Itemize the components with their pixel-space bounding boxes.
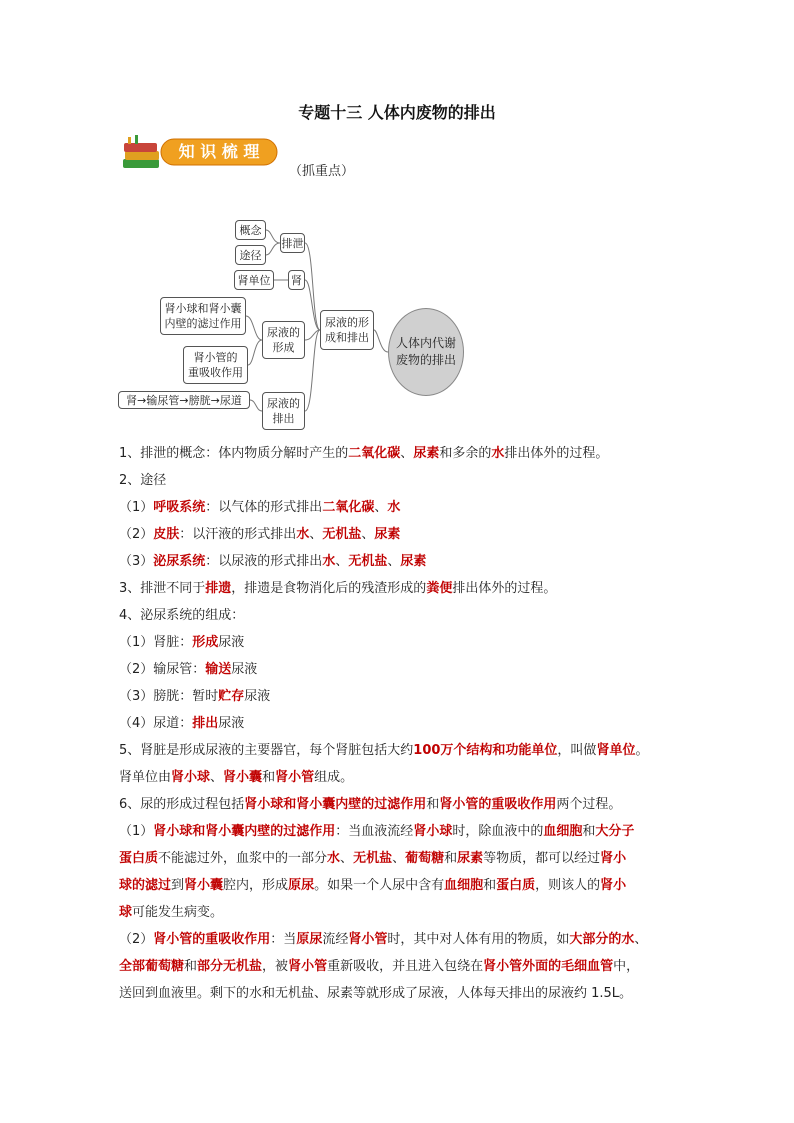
text-segment: 。 xyxy=(635,743,649,758)
text-segment: （1） xyxy=(119,500,154,515)
text-segment: 、 xyxy=(634,932,648,947)
text-line xyxy=(119,521,679,548)
text-line xyxy=(119,629,679,656)
mindmap-node-urine-formation-line1: 尿液的 xyxy=(267,326,300,339)
notes-body xyxy=(119,440,679,1007)
mindmap-node-kidney: 肾 xyxy=(288,270,305,290)
text-segment: 和 xyxy=(483,878,497,893)
keyword: 水 xyxy=(296,527,310,542)
keyword: 原尿 xyxy=(288,878,315,893)
text-segment: 和多余的 xyxy=(439,446,492,461)
text-segment: 5、肾脏是形成尿液的主要器官，每个肾脏包括大约 xyxy=(119,743,414,758)
text-segment: 和 xyxy=(262,770,276,785)
text-segment: 、 xyxy=(387,554,401,569)
text-segment: （2） xyxy=(119,527,154,542)
keyword: 肾小囊 xyxy=(184,878,224,893)
keyword: 水 xyxy=(322,554,336,569)
keyword: 全部葡萄糖 xyxy=(119,959,185,974)
keyword: 泌尿系统 xyxy=(153,554,206,569)
keyword: 蛋白质 xyxy=(496,878,536,893)
mindmap-leaf-filtration-line1: 肾小球和肾小囊 xyxy=(164,302,242,315)
text-segment: （1） xyxy=(119,824,154,839)
keyword: 水 xyxy=(491,446,505,461)
text-segment: 。如果一个人尿中含有 xyxy=(314,878,445,893)
mindmap-leaf-reabsorption-line1: 肾小管的 xyxy=(193,351,238,364)
text-line xyxy=(119,791,679,818)
mindmap-hub-line2: 成和排出 xyxy=(325,331,369,344)
text-segment: 、 xyxy=(361,527,375,542)
text-segment: 尿液 xyxy=(244,689,271,704)
keyword: 无机盐 xyxy=(348,554,388,569)
keyword: 大部分的水 xyxy=(569,932,635,947)
text-segment: 两个过程。 xyxy=(556,797,622,812)
keyword: 形成 xyxy=(192,635,219,650)
text-segment: 和 xyxy=(582,824,596,839)
text-segment: （4）尿道： xyxy=(119,716,193,731)
keyword: 尿素 xyxy=(374,527,401,542)
text-segment: 不能滤过外，血浆中的一部分 xyxy=(158,851,328,866)
text-line xyxy=(119,818,679,845)
text-segment: 、 xyxy=(210,770,224,785)
mindmap-node-urine-discharge-line1: 尿液的 xyxy=(267,397,300,410)
keyword: 肾小囊 xyxy=(223,770,263,785)
keyword: 无机盐 xyxy=(322,527,362,542)
keyword: 肾小管 xyxy=(275,770,315,785)
text-segment: （3）膀胱：暂时 xyxy=(119,689,219,704)
text-line xyxy=(119,872,679,899)
text-segment: （2） xyxy=(119,932,154,947)
text-segment: ：以尿液的形式排出 xyxy=(205,554,323,569)
mindmap-leaf-route: 途径 xyxy=(235,245,266,265)
keyword: 尿素 xyxy=(457,851,484,866)
text-line xyxy=(119,440,679,467)
text-segment: 、 xyxy=(374,500,388,515)
mindmap-leaf-filtration-line2: 内壁的滤过作用 xyxy=(164,317,242,330)
knowledge-badge xyxy=(121,133,281,173)
keyword: 肾小球和肾小囊内壁的过滤作用 xyxy=(244,797,427,812)
text-segment: 中， xyxy=(613,959,640,974)
text-segment: 、 xyxy=(392,851,406,866)
keyword: 无机盐 xyxy=(353,851,393,866)
text-line xyxy=(119,737,679,764)
text-segment: （2）输尿管： xyxy=(119,662,206,677)
text-line xyxy=(119,764,679,791)
keyword: 肾小 xyxy=(600,878,627,893)
keyword: 原尿 xyxy=(296,932,323,947)
keyword: 粪便 xyxy=(426,581,453,596)
keyword: 肾小球 xyxy=(413,824,453,839)
text-segment: 2、途径 xyxy=(119,473,167,488)
text-segment: 可能发生病变。 xyxy=(132,905,224,920)
mindmap-leaf-filtration xyxy=(160,297,246,335)
badge-label: 知 识 梳 理 xyxy=(178,142,260,161)
text-segment: （3） xyxy=(119,554,154,569)
text-segment: 腔内，形成 xyxy=(223,878,289,893)
text-line xyxy=(119,656,679,683)
keyword: 水 xyxy=(327,851,341,866)
text-segment: 1、排泄的概念：体内物质分解时产生的 xyxy=(119,446,349,461)
text-segment: 送回到血液里。剩下的水和无机盐、尿素等就形成了尿液，人体每天排出的尿液约 1.5L。 xyxy=(119,986,633,1001)
keyword: 肾小管外面的毛细血管 xyxy=(483,959,614,974)
keyword: 排遗 xyxy=(205,581,232,596)
keyword: 二氧化碳 xyxy=(348,446,401,461)
keyword: 肾小球和肾小囊内壁的过滤作用 xyxy=(153,824,336,839)
text-segment: 和 xyxy=(426,797,440,812)
mindmap-leaf-reabsorption-line2: 重吸收作用 xyxy=(188,366,243,379)
text-segment: 、 xyxy=(340,851,354,866)
text-segment: 、 xyxy=(309,527,323,542)
keyword: 尿素 xyxy=(413,446,440,461)
keyword: 球 xyxy=(119,905,133,920)
mindmap-root-line2: 废物的排出 xyxy=(395,353,456,367)
keyword: 贮存 xyxy=(218,689,245,704)
text-segment: 4、泌尿系统的组成： xyxy=(119,608,245,623)
text-segment: ，被 xyxy=(262,959,289,974)
text-line xyxy=(119,953,679,980)
mindmap-root-line1: 人体内代谢 xyxy=(395,336,456,350)
text-segment: ：当 xyxy=(270,932,297,947)
text-segment: 、 xyxy=(335,554,349,569)
text-segment: ，叫做 xyxy=(557,743,597,758)
text-segment: 尿液 xyxy=(218,635,245,650)
text-line xyxy=(119,548,679,575)
text-segment: 肾单位由 xyxy=(119,770,172,785)
mindmap-hub xyxy=(320,310,374,350)
keyword: 肾小管 xyxy=(288,959,328,974)
text-segment: 重新吸收，并且进入包绕在 xyxy=(327,959,484,974)
text-segment: 6、尿的形成过程包括 xyxy=(119,797,245,812)
mindmap-leaf-reabsorption xyxy=(183,346,248,384)
text-segment: ：以汗液的形式排出 xyxy=(179,527,297,542)
text-segment: 流经 xyxy=(322,932,349,947)
text-line xyxy=(119,602,679,629)
text-line xyxy=(119,899,679,926)
keyword: 球的滤过 xyxy=(119,878,172,893)
text-segment: ，排遗是食物消化后的残渣形成的 xyxy=(231,581,427,596)
keyword: 血细胞 xyxy=(543,824,583,839)
page-title: 专题十三 人体内废物的排出 xyxy=(298,103,496,122)
text-segment: 排出体外的过程。 xyxy=(452,581,557,596)
text-line xyxy=(119,575,679,602)
mindmap-node-excretion: 排泄 xyxy=(280,233,305,253)
text-line xyxy=(119,980,679,1007)
text-segment: 和 xyxy=(184,959,198,974)
mindmap-node-urine-discharge-line2: 排出 xyxy=(272,412,295,425)
text-segment: 到 xyxy=(171,878,185,893)
keyword: 肾小 xyxy=(600,851,627,866)
text-segment: 时，其中对人体有用的物质，如 xyxy=(387,932,570,947)
keyword: 肾小管 xyxy=(348,932,388,947)
mindmap-hub-line1: 尿液的形 xyxy=(325,316,369,329)
keyword: 蛋白质 xyxy=(119,851,159,866)
keyword: 输送 xyxy=(205,662,232,677)
text-line xyxy=(119,710,679,737)
text-line xyxy=(119,926,679,953)
keyword: 尿素 xyxy=(400,554,427,569)
text-segment: ：当血液流经 xyxy=(335,824,414,839)
text-line xyxy=(119,845,679,872)
text-segment: 组成。 xyxy=(314,770,354,785)
keyword: 100万个结构和功能单位 xyxy=(413,743,558,758)
mindmap-node-urine-discharge xyxy=(262,392,305,430)
text-segment: 排出体外的过程。 xyxy=(504,446,609,461)
text-segment: 3、排泄不同于 xyxy=(119,581,206,596)
keyword: 水 xyxy=(387,500,401,515)
text-segment: ，则该人的 xyxy=(535,878,601,893)
text-segment: 尿液 xyxy=(231,662,258,677)
keyword: 肾单位 xyxy=(596,743,636,758)
text-segment: 时，除血液中的 xyxy=(452,824,544,839)
text-segment: 尿液 xyxy=(218,716,245,731)
mindmap-leaf-concept: 概念 xyxy=(235,220,266,240)
keyword: 部分无机盐 xyxy=(197,959,263,974)
mindmap-leaf-nephron: 肾单位 xyxy=(234,270,274,290)
text-line xyxy=(119,494,679,521)
keyword: 二氧化碳 xyxy=(322,500,375,515)
badge-note: （抓重点） xyxy=(289,164,355,179)
keyword: 排出 xyxy=(192,716,219,731)
text-line xyxy=(119,683,679,710)
keyword: 肾小管的重吸收作用 xyxy=(439,797,557,812)
mindmap-node-urine-formation-line2: 形成 xyxy=(272,341,295,354)
mindmap-node-urine-formation xyxy=(262,321,305,359)
text-line xyxy=(119,467,679,494)
keyword: 肾小球 xyxy=(171,770,211,785)
keyword: 呼吸系统 xyxy=(153,500,206,515)
keyword: 葡萄糖 xyxy=(405,851,445,866)
keyword: 皮肤 xyxy=(153,527,180,542)
keyword: 大分子 xyxy=(595,824,635,839)
mindmap-leaf-urinary-path: 肾→输尿管→膀胱→尿道 xyxy=(118,391,250,409)
keyword: 肾小管的重吸收作用 xyxy=(153,932,271,947)
keyword: 血细胞 xyxy=(444,878,484,893)
text-segment: （1）肾脏： xyxy=(119,635,193,650)
mindmap-root xyxy=(388,308,464,396)
text-segment: 、 xyxy=(400,446,414,461)
text-segment: 等物质，都可以经过 xyxy=(483,851,601,866)
text-segment: ：以气体的形式排出 xyxy=(205,500,323,515)
text-segment: 和 xyxy=(444,851,458,866)
